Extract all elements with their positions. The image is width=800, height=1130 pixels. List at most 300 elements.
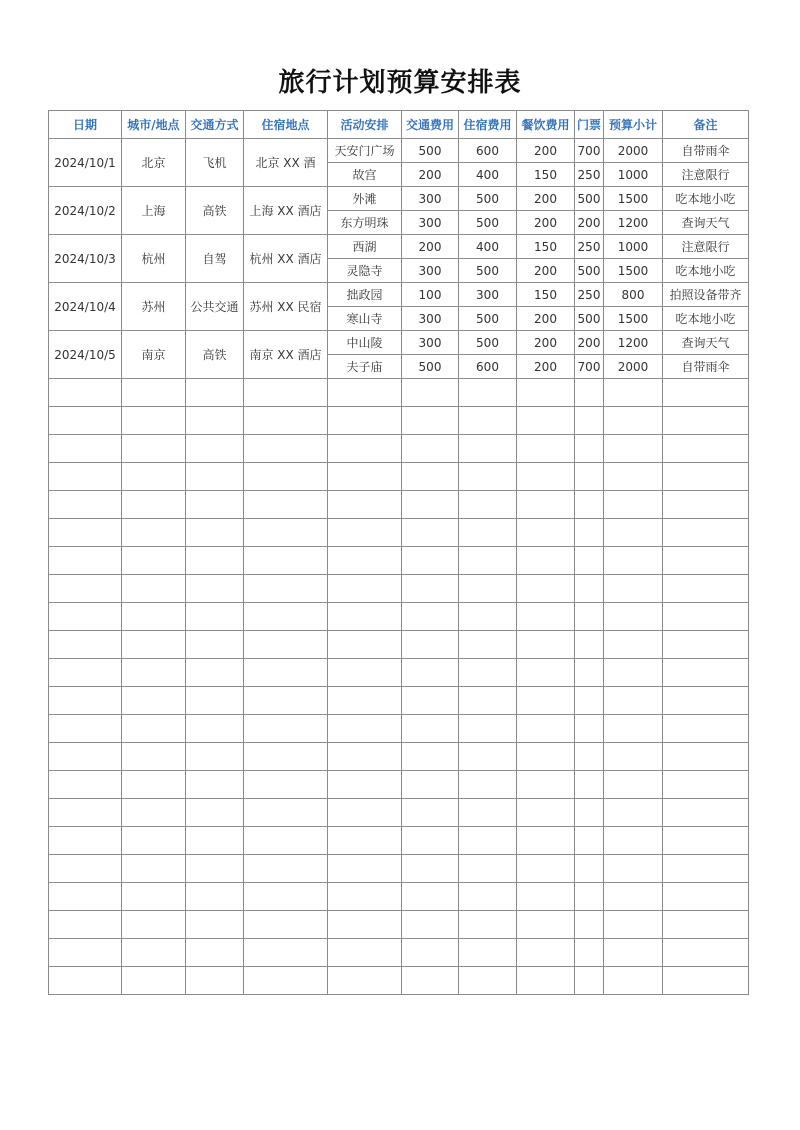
empty-cell [604, 435, 663, 463]
empty-cell [402, 743, 459, 771]
activity-cell: 中山陵 [328, 331, 402, 355]
empty-cell [402, 379, 459, 407]
activity-cell: 夫子庙 [328, 355, 402, 379]
empty-cell [328, 547, 402, 575]
empty-row [49, 407, 749, 435]
empty-cell [517, 491, 575, 519]
table-row [49, 331, 749, 355]
empty-cell [328, 435, 402, 463]
col-transport-cost-header: 交通费用 [402, 111, 459, 139]
empty-cell [459, 435, 517, 463]
food-cost-cell: 200 [517, 331, 575, 355]
empty-cell [186, 547, 244, 575]
transport-cost-cell: 100 [402, 283, 459, 307]
empty-cell [459, 575, 517, 603]
city-cell: 上海 [122, 187, 186, 235]
empty-cell [575, 827, 604, 855]
empty-cell [122, 631, 186, 659]
empty-cell [604, 491, 663, 519]
empty-cell [663, 379, 749, 407]
empty-cell [517, 547, 575, 575]
empty-cell [459, 407, 517, 435]
transport-cell: 飞机 [186, 139, 244, 187]
empty-cell [402, 547, 459, 575]
activity-cell: 寒山寺 [328, 307, 402, 331]
empty-cell [459, 687, 517, 715]
empty-cell [604, 659, 663, 687]
transport-cell: 公共交通 [186, 283, 244, 331]
empty-cell [459, 659, 517, 687]
lodging-cell: 杭州 XX 酒店 [244, 235, 328, 283]
col-lodging-header: 住宿地点 [244, 111, 328, 139]
empty-row [49, 463, 749, 491]
subtotal-cell: 800 [604, 283, 663, 307]
empty-cell [575, 491, 604, 519]
empty-cell [459, 379, 517, 407]
empty-cell [244, 603, 328, 631]
empty-cell [122, 687, 186, 715]
empty-row [49, 967, 749, 995]
subtotal-cell: 1500 [604, 307, 663, 331]
transport-cell: 高铁 [186, 187, 244, 235]
empty-cell [122, 659, 186, 687]
empty-cell [122, 491, 186, 519]
empty-cell [663, 575, 749, 603]
empty-cell [604, 715, 663, 743]
empty-cell [604, 631, 663, 659]
empty-row [49, 715, 749, 743]
empty-cell [575, 603, 604, 631]
empty-cell [517, 379, 575, 407]
food-cost-cell: 200 [517, 259, 575, 283]
col-transport-header: 交通方式 [186, 111, 244, 139]
transport-cost-cell: 300 [402, 259, 459, 283]
empty-cell [328, 911, 402, 939]
empty-cell [328, 687, 402, 715]
empty-row [49, 659, 749, 687]
empty-cell [575, 911, 604, 939]
empty-row [49, 491, 749, 519]
lodging-cell: 南京 XX 酒店 [244, 331, 328, 379]
empty-cell [49, 799, 122, 827]
empty-cell [459, 967, 517, 995]
lodging-cost-cell: 400 [459, 163, 517, 187]
empty-cell [402, 883, 459, 911]
empty-cell [122, 435, 186, 463]
empty-cell [49, 463, 122, 491]
empty-cell [459, 603, 517, 631]
food-cost-cell: 200 [517, 187, 575, 211]
table-row [49, 283, 749, 307]
empty-cell [186, 939, 244, 967]
page-title: 旅行计划预算安排表 [278, 68, 522, 98]
transport-cost-cell: 200 [402, 235, 459, 259]
empty-cell [49, 771, 122, 799]
empty-cell [517, 883, 575, 911]
empty-cell [402, 519, 459, 547]
empty-cell [244, 855, 328, 883]
empty-cell [575, 547, 604, 575]
ticket-cell: 200 [575, 331, 604, 355]
empty-cell [402, 827, 459, 855]
empty-cell [244, 911, 328, 939]
empty-cell [122, 743, 186, 771]
empty-cell [663, 771, 749, 799]
note-cell: 拍照设备带齐 [663, 283, 749, 307]
empty-cell [122, 603, 186, 631]
empty-cell [244, 827, 328, 855]
empty-cell [328, 463, 402, 491]
empty-cell [122, 939, 186, 967]
empty-cell [663, 463, 749, 491]
food-cost-cell: 150 [517, 163, 575, 187]
empty-cell [402, 855, 459, 883]
empty-cell [186, 799, 244, 827]
empty-row [49, 687, 749, 715]
empty-cell [49, 715, 122, 743]
ticket-cell: 500 [575, 259, 604, 283]
empty-cell [517, 743, 575, 771]
empty-cell [604, 575, 663, 603]
lodging-cost-cell: 500 [459, 307, 517, 331]
empty-cell [122, 883, 186, 911]
empty-cell [459, 771, 517, 799]
subtotal-cell: 1000 [604, 163, 663, 187]
empty-cell [575, 883, 604, 911]
empty-cell [122, 855, 186, 883]
empty-cell [49, 939, 122, 967]
empty-cell [122, 715, 186, 743]
empty-cell [663, 715, 749, 743]
table-row [49, 187, 749, 211]
ticket-cell: 250 [575, 163, 604, 187]
lodging-cost-cell: 500 [459, 187, 517, 211]
empty-cell [517, 631, 575, 659]
empty-cell [575, 631, 604, 659]
empty-cell [575, 519, 604, 547]
food-cost-cell: 200 [517, 355, 575, 379]
empty-cell [663, 435, 749, 463]
empty-cell [328, 799, 402, 827]
empty-cell [49, 659, 122, 687]
subtotal-cell: 1500 [604, 259, 663, 283]
ticket-cell: 500 [575, 307, 604, 331]
lodging-cost-cell: 600 [459, 139, 517, 163]
empty-cell [49, 407, 122, 435]
empty-cell [663, 911, 749, 939]
empty-cell [575, 939, 604, 967]
empty-cell [604, 827, 663, 855]
empty-cell [122, 379, 186, 407]
empty-cell [244, 575, 328, 603]
col-lodging-cost-header: 住宿费用 [459, 111, 517, 139]
empty-cell [517, 575, 575, 603]
empty-cell [186, 883, 244, 911]
empty-row [49, 855, 749, 883]
empty-cell [244, 659, 328, 687]
note-cell: 注意限行 [663, 163, 749, 187]
ticket-cell: 200 [575, 211, 604, 235]
empty-cell [244, 939, 328, 967]
empty-cell [49, 631, 122, 659]
empty-row [49, 547, 749, 575]
empty-cell [244, 491, 328, 519]
empty-cell [663, 491, 749, 519]
empty-row [49, 435, 749, 463]
subtotal-cell: 1500 [604, 187, 663, 211]
transport-cost-cell: 200 [402, 163, 459, 187]
ticket-cell: 700 [575, 139, 604, 163]
empty-cell [604, 967, 663, 995]
empty-cell [459, 799, 517, 827]
empty-cell [186, 967, 244, 995]
empty-cell [459, 939, 517, 967]
food-cost-cell: 150 [517, 283, 575, 307]
empty-cell [575, 799, 604, 827]
empty-cell [186, 407, 244, 435]
empty-cell [402, 659, 459, 687]
empty-cell [244, 743, 328, 771]
empty-cell [244, 435, 328, 463]
city-cell: 苏州 [122, 283, 186, 331]
empty-cell [402, 939, 459, 967]
empty-cell [49, 435, 122, 463]
empty-cell [244, 379, 328, 407]
empty-cell [402, 715, 459, 743]
empty-cell [186, 827, 244, 855]
header-row [49, 111, 749, 139]
city-cell: 杭州 [122, 235, 186, 283]
activity-cell: 故宫 [328, 163, 402, 187]
activity-cell: 西湖 [328, 235, 402, 259]
empty-cell [517, 659, 575, 687]
empty-cell [402, 911, 459, 939]
col-subtotal-header: 预算小计 [604, 111, 663, 139]
empty-cell [49, 547, 122, 575]
empty-cell [604, 519, 663, 547]
empty-cell [604, 743, 663, 771]
transport-cost-cell: 500 [402, 139, 459, 163]
empty-cell [244, 519, 328, 547]
empty-cell [186, 575, 244, 603]
empty-cell [604, 771, 663, 799]
empty-cell [244, 407, 328, 435]
empty-cell [122, 911, 186, 939]
empty-cell [186, 659, 244, 687]
lodging-cost-cell: 500 [459, 211, 517, 235]
lodging-cost-cell: 300 [459, 283, 517, 307]
transport-cost-cell: 500 [402, 355, 459, 379]
col-activity-header: 活动安排 [328, 111, 402, 139]
empty-cell [328, 631, 402, 659]
empty-cell [328, 519, 402, 547]
empty-cell [575, 379, 604, 407]
empty-cell [186, 435, 244, 463]
transport-cost-cell: 300 [402, 187, 459, 211]
empty-cell [244, 687, 328, 715]
empty-cell [402, 463, 459, 491]
empty-cell [122, 967, 186, 995]
empty-cell [604, 407, 663, 435]
empty-cell [328, 379, 402, 407]
empty-cell [402, 799, 459, 827]
col-city-header: 城市/地点 [122, 111, 186, 139]
empty-cell [604, 463, 663, 491]
empty-cell [244, 967, 328, 995]
empty-cell [328, 659, 402, 687]
empty-cell [122, 827, 186, 855]
date-cell: 2024/10/5 [49, 331, 122, 379]
empty-cell [328, 743, 402, 771]
empty-cell [575, 743, 604, 771]
empty-cell [328, 967, 402, 995]
empty-cell [663, 855, 749, 883]
empty-cell [244, 799, 328, 827]
note-cell: 吃本地小吃 [663, 307, 749, 331]
empty-cell [459, 519, 517, 547]
empty-cell [186, 743, 244, 771]
empty-cell [604, 911, 663, 939]
empty-cell [575, 463, 604, 491]
empty-cell [186, 519, 244, 547]
empty-cell [402, 771, 459, 799]
note-cell: 查询天气 [663, 331, 749, 355]
empty-cell [402, 631, 459, 659]
empty-row [49, 575, 749, 603]
empty-cell [49, 687, 122, 715]
empty-cell [122, 407, 186, 435]
empty-cell [517, 771, 575, 799]
empty-cell [186, 631, 244, 659]
empty-cell [517, 519, 575, 547]
empty-cell [402, 407, 459, 435]
subtotal-cell: 1000 [604, 235, 663, 259]
empty-cell [459, 547, 517, 575]
empty-row [49, 911, 749, 939]
empty-cell [663, 631, 749, 659]
empty-cell [663, 827, 749, 855]
subtotal-cell: 1200 [604, 331, 663, 355]
col-food-cost-header: 餐饮费用 [517, 111, 575, 139]
empty-row [49, 939, 749, 967]
empty-cell [49, 967, 122, 995]
empty-cell [575, 855, 604, 883]
empty-cell [604, 855, 663, 883]
empty-cell [122, 799, 186, 827]
empty-cell [604, 603, 663, 631]
empty-cell [49, 491, 122, 519]
empty-cell [49, 883, 122, 911]
empty-cell [328, 575, 402, 603]
empty-cell [186, 379, 244, 407]
empty-cell [49, 379, 122, 407]
activity-cell: 东方明珠 [328, 211, 402, 235]
empty-cell [244, 715, 328, 743]
activity-cell: 灵隐寺 [328, 259, 402, 283]
ticket-cell: 500 [575, 187, 604, 211]
empty-cell [122, 575, 186, 603]
date-cell: 2024/10/4 [49, 283, 122, 331]
empty-cell [517, 407, 575, 435]
empty-row [49, 799, 749, 827]
empty-cell [575, 575, 604, 603]
date-cell: 2024/10/3 [49, 235, 122, 283]
empty-cell [402, 687, 459, 715]
empty-cell [459, 491, 517, 519]
empty-cell [459, 827, 517, 855]
empty-cell [49, 575, 122, 603]
empty-cell [402, 575, 459, 603]
empty-cell [328, 883, 402, 911]
table-row [49, 139, 749, 163]
transport-cost-cell: 300 [402, 211, 459, 235]
empty-cell [663, 407, 749, 435]
empty-cell [517, 715, 575, 743]
empty-cell [663, 799, 749, 827]
empty-cell [575, 687, 604, 715]
note-cell: 查询天气 [663, 211, 749, 235]
lodging-cell: 北京 XX 酒 [244, 139, 328, 187]
empty-cell [604, 379, 663, 407]
empty-cell [402, 603, 459, 631]
empty-cell [328, 827, 402, 855]
empty-cell [663, 939, 749, 967]
empty-cell [459, 855, 517, 883]
empty-cell [459, 883, 517, 911]
empty-cell [49, 827, 122, 855]
empty-cell [459, 911, 517, 939]
empty-cell [663, 547, 749, 575]
empty-cell [328, 491, 402, 519]
activity-cell: 外滩 [328, 187, 402, 211]
empty-cell [49, 855, 122, 883]
empty-cell [517, 939, 575, 967]
transport-cell: 高铁 [186, 331, 244, 379]
empty-row [49, 883, 749, 911]
empty-cell [517, 855, 575, 883]
empty-cell [244, 883, 328, 911]
note-cell: 吃本地小吃 [663, 187, 749, 211]
empty-cell [517, 911, 575, 939]
empty-cell [186, 603, 244, 631]
empty-cell [122, 771, 186, 799]
empty-cell [663, 519, 749, 547]
empty-cell [122, 519, 186, 547]
empty-cell [517, 463, 575, 491]
note-cell: 自带雨伞 [663, 355, 749, 379]
empty-row [49, 827, 749, 855]
empty-cell [402, 491, 459, 519]
empty-cell [328, 939, 402, 967]
transport-cell: 自驾 [186, 235, 244, 283]
empty-row [49, 379, 749, 407]
empty-cell [186, 715, 244, 743]
date-cell: 2024/10/1 [49, 139, 122, 187]
empty-cell [575, 659, 604, 687]
empty-cell [663, 659, 749, 687]
empty-cell [328, 715, 402, 743]
empty-cell [517, 967, 575, 995]
empty-row [49, 743, 749, 771]
empty-cell [328, 855, 402, 883]
empty-cell [328, 771, 402, 799]
empty-cell [459, 631, 517, 659]
empty-cell [49, 603, 122, 631]
empty-cell [604, 883, 663, 911]
activity-cell: 天安门广场 [328, 139, 402, 163]
col-note-header: 备注 [663, 111, 749, 139]
empty-cell [402, 435, 459, 463]
